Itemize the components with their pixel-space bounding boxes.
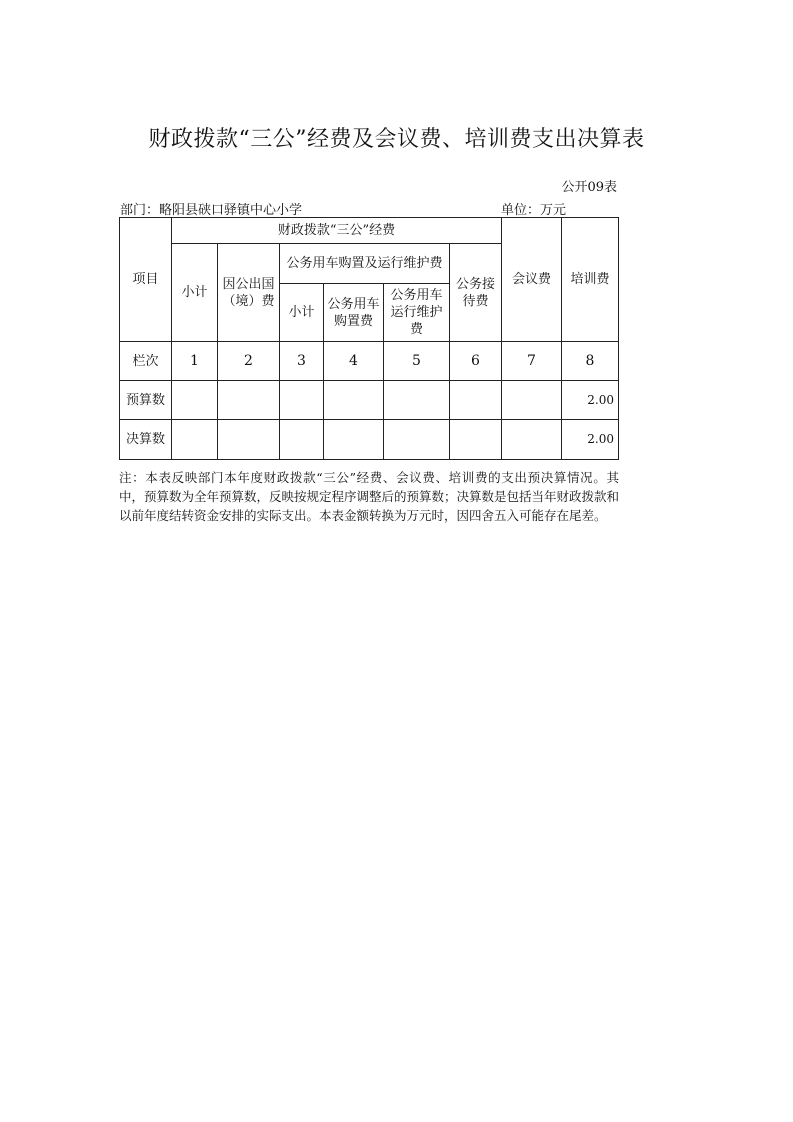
index-cell: 6 [450, 342, 502, 381]
table-cell [450, 420, 502, 460]
index-cell: 3 [280, 342, 324, 381]
table-cell [384, 381, 450, 420]
table-cell [324, 420, 384, 460]
table-cell [450, 381, 502, 420]
header-sangong-group: 财政拨款“三公”经费 [172, 218, 502, 244]
header-meeting: 会议费 [502, 218, 562, 342]
table-cell [172, 420, 218, 460]
header-abroad: 因公出国（境）费 [218, 244, 280, 342]
row-label-final: 决算数 [120, 420, 172, 460]
index-row-label: 栏次 [120, 342, 172, 381]
header-vehicle-subtotal: 小计 [280, 284, 324, 342]
table-cell [280, 420, 324, 460]
page-title: 财政拨款“三公”经费及会议费、培训费支出决算表 [148, 127, 645, 152]
header-training: 培训费 [562, 218, 619, 342]
header-vehicle-operation: 公务用车运行维护费 [384, 284, 450, 342]
index-cell: 4 [324, 342, 384, 381]
table-cell [218, 381, 280, 420]
header-vehicle-group: 公务用车购置及运行维护费 [280, 244, 450, 284]
table-cell [502, 381, 562, 420]
index-cell: 7 [502, 342, 562, 381]
index-cell: 8 [562, 342, 619, 381]
table-cell [384, 420, 450, 460]
index-cell: 5 [384, 342, 450, 381]
table-row [120, 420, 619, 460]
footnote: 注：本表反映部门本年度财政拨款“三公”经费、会议费、培训费的支出预决算情况。其中，预算数为全年预算数，反映按规定程序调整后的预算数；决算数是包括当年财政拨款和以前年度结转资金安排的实际支出。本表金额转换为万元时，因四舍五入可能存在尾差。 [119, 470, 620, 523]
index-row [120, 342, 619, 381]
form-number: 公开09表 [561, 180, 617, 195]
table-row [120, 381, 619, 420]
table-cell [172, 381, 218, 420]
row-label-budget: 预算数 [120, 381, 172, 420]
header-item: 项目 [120, 218, 172, 342]
table-cell [502, 420, 562, 460]
header-vehicle-purchase: 公务用车购置费 [324, 284, 384, 342]
index-cell: 1 [172, 342, 218, 381]
table-cell [280, 381, 324, 420]
table-cell [324, 381, 384, 420]
table-cell [218, 420, 280, 460]
header-subtotal: 小计 [172, 244, 218, 342]
table-cell: 2.00 [562, 381, 619, 420]
index-cell: 2 [218, 342, 280, 381]
header-reception: 公务接待费 [450, 244, 502, 342]
department-label: 部门：略阳县硖口驿镇中心小学 [120, 203, 303, 218]
table-cell: 2.00 [562, 420, 619, 460]
unit-label: 单位：万元 [501, 203, 567, 218]
expenditure-table [119, 217, 619, 460]
